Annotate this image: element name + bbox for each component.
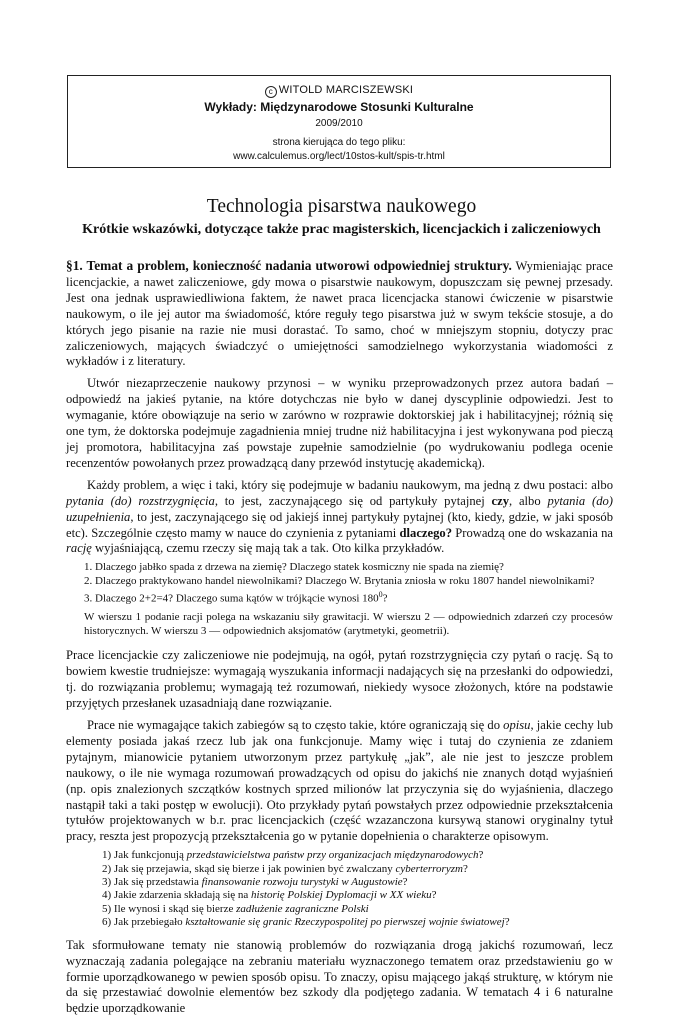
list-item <box>84 876 613 889</box>
degree-symbol: 0 <box>378 590 383 600</box>
text-run: 4) Jakie zdarzenia składają się na <box>102 889 252 902</box>
topics-list <box>84 849 613 929</box>
italic-title: zadłużenie zagraniczne Polski <box>236 902 369 915</box>
text-run: 3) Jak się przedstawia <box>102 876 202 889</box>
text-run: ? <box>462 862 468 875</box>
list-item <box>84 889 613 902</box>
examples-note: W wierszu 1 podanie racji polega na wskazaniu siły grawitacji. W wierszu 2 — odpowiednich zdarzeń czy procesów historycznych. W wierszu 3 — odpowiednich aksjomatów (arytmetyki, geometrii). <box>84 611 613 637</box>
italic-title: finansowanie rozwoju turystyki w Augustowie <box>201 876 403 889</box>
section-1-paragraph-6: Tak sformułowane tematy nie stanowią problemów do rozwiązania drogą jakichś rozumowań, lecz wyznaczają zadania polegające na zebraniu materiału wyznaczonego tematem oraz przedstawieniu go w formie uporządkowanego w pewien sposób opisu. To znaczy, opisu mającego jakąś strukturę, w którym nie da się przestawiać dowolnie elementów bez szkody dla podjętego zadania. W tematach 4 i 6 naturalne będzie uporządkowanie <box>66 937 613 1016</box>
text-run: ? <box>478 849 484 862</box>
list-item-text: ? <box>382 592 388 605</box>
document-body <box>66 258 613 1017</box>
author-line <box>68 84 610 98</box>
section-1-paragraph-2: Utwór niezaprzeczenie naukowy przynosi – w wyniku przeprowadzonych przez autora badań – odpowiedź na jakieś pytanie, na które dotychczas nie było w danej dyscyplinie odpowiedzi. Jest to wymaganie, które obowiązuje na serio w zarówno w rozprawie doktorskiej jak i habilitacyjnej; różnią się one tym, że doktorska podejmuje zagadnienia mniej trudne niż habilitacyjna i jest wykonywana pod pieczą jej promotora, habilitacyjna zaś powstaje zupełnie samodzielnie (po wydrukowaniu podlega ocenie recenzentów powołanych przez prowadzącą dany przewód instytucję akademicką). <box>66 376 613 470</box>
list-item: 2. Dlaczego praktykowano handel niewolnikami? Dlaczego W. Brytania zniosła w roku 1807 handel niewolnikami? <box>84 574 595 587</box>
text-run: Prowadzą one do wskazania na <box>452 525 613 540</box>
bold-term: czy <box>491 493 510 508</box>
list-item <box>84 849 613 862</box>
text-run: wyjaśniającą, czemu rzeczy się mają tak a tak. Oto kilka przykładów. <box>91 541 445 556</box>
list-item: 1. Dlaczego jabłko spada z drzewa na ziemię? Dlaczego statek kosmiczny nie spada na ziemię? <box>84 561 504 574</box>
author-name: WITOLD MARCISZEWSKI <box>278 84 414 96</box>
italic-title: historię Polskiej Dyplomacji w XX wieku <box>251 889 432 902</box>
italic-term: rację <box>66 541 92 556</box>
course-title: Wykłady: Międzynarodowe Stosunki Kulturalne <box>204 100 474 114</box>
text-run: 6) Jak przebiegało <box>102 916 186 929</box>
italic-title: przedstawicielstwa państw przy organizacjach międzynarodowych <box>186 849 479 862</box>
copyright-icon: c <box>265 86 277 98</box>
section-1-paragraph-5 <box>66 718 613 845</box>
text-run: , albo <box>509 493 548 508</box>
list-item <box>84 863 613 876</box>
document-title: Technologia pisarstwa naukowego <box>206 196 477 217</box>
italic-term: pytania (do) rozstrzygnięcia <box>66 493 215 508</box>
section-1-paragraph-1 <box>66 258 613 370</box>
text-run: 1) Jak funkcjonują <box>102 849 187 862</box>
section-1-heading: §1. Temat a problem, konieczność nadania utworowi odpowiedniej struktury. <box>66 258 512 273</box>
academic-year: 2009/2010 <box>315 118 363 129</box>
text-run: , jakie cechy lub elementy posiada jakaś rzecz lub jak ona funkcjonuje. Mamy więc i tutaj do czynienia ze zdaniem pytajnym, mianowicie pytaniem utworzonym przez partykułę „jak”, ale nie jest to jeszcze problem naukowy, o ile nie wymaga rozumowań prowadzących od opisu do jakichś nie znanych dotąd wyjaśnień (np. opis znalezionych szczątków kostnych sprzed milionów lat przyczynia się do wyjaśnienia, dlaczego nastąpił taki a taki postęp w ewolucji). Oto przykłady pytań powstałych przez odpowiednie przekształcenia tytułów projektowanych w b.r. prac licencjackich (część wzazanczona kursywą stanowi oryginalny tytuł pracy, reszta jest propozycją przekształcenia go w pytanie dopełnienia o charakterze opisowym. <box>66 718 613 844</box>
list-item <box>84 903 613 916</box>
examples-list <box>66 561 613 606</box>
text-run: 2) Jak się przejawia, skąd się bierze i jak powinien być zwalczany <box>102 862 396 875</box>
paragraph-text: Wymieniając prace licencjackie, a nawet zaliczeniowe, gdy mowa o pisarstwie naukowym, dopuszczam się pewnej przesady. Jest ona jednak usprawiedliwiona faktem, że nawet praca licencjacka stanowi ćwiczenie w pisarstwie naukowym, o ile jej autor ma świadomość, które reguły tego pisarstwa już w swym tekście stosuje, a do których jego pisanie na razie nie musi dorastać. To samo, choć w mniejszym stopniu, dotyczy prac zaliczeniowych, mających świadczyć o umiejętności samodzielnego wykorzystania wiadomości z wykładów i z literatury. <box>66 259 613 369</box>
section-1-paragraph-4: Prace licencjackie czy zaliczeniowe nie podejmują, na ogół, pytań rozstrzygnięcia czy pytań o rację. Są to bowiem kwestie trudniejsze: wymagają wyszukania informacji nadających się na przesłanki do odpowiedzi, tj. do rozwiązania problemu; wymagają też rozumowań, niekiedy wysoce złożonych, które na podstawie przyjętych przesłanek uzasadniają dane rozwiązanie. <box>66 648 613 711</box>
text-run: ? <box>504 916 510 929</box>
italic-title: cyberterroryzm <box>395 862 463 875</box>
header-box <box>67 75 611 168</box>
bold-term: dlaczego? <box>399 525 452 540</box>
text-run: , to jest, zaczynającego się od partykuły pytajnej <box>214 493 492 508</box>
list-item <box>66 588 613 606</box>
italic-term: opisu <box>503 718 531 732</box>
text-run: , to jest, zaczynającego się od jakiejś innej partykuły pytajnej (kto, kiedy, gdzie, w jaki sposób etc). Szczególnie często mamy w nauce do czynienia z pytaniami <box>66 509 613 540</box>
italic-term: pytania (do) uzupełnienia <box>66 493 613 524</box>
list-item-text: 3. Dlaczego 2+2=4? Dlaczego suma kątów w trójkącie wynosi 180 <box>84 592 379 605</box>
source-url[interactable]: www.calculemus.org/lect/10stos-kult/spis-tr.html <box>233 151 445 162</box>
italic-title: kształtowanie się granic Rzeczypospolitej po pierwszej wojnie światowej <box>185 916 505 929</box>
document-subtitle: Krótkie wskazówki, dotyczące także prac magisterskich, licencjackich i zaliczeniowych <box>82 222 601 237</box>
link-label: strona kierująca do tego pliku: <box>272 137 406 148</box>
section-1-paragraph-3 <box>66 478 613 558</box>
text-run: 5) Ile wynosi i skąd się bierze <box>102 902 237 915</box>
list-item <box>84 916 613 929</box>
text-run: Każdy problem, a więc i taki, który się podejmuje w badaniu naukowym, ma jedną z dwu postaci: albo <box>87 477 613 492</box>
text-run: ? <box>431 889 437 902</box>
text-run: ? <box>402 876 408 889</box>
text-run: Prace nie wymagające takich zabiegów są to często takie, które ograniczają się do <box>87 718 504 732</box>
